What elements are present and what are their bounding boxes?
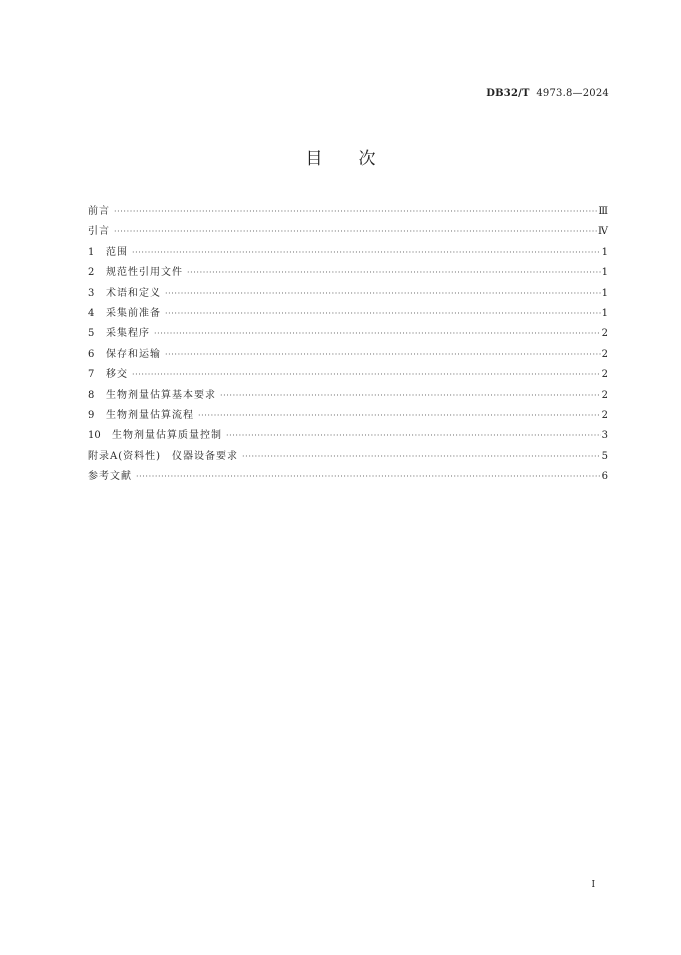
toc-entry-6[interactable] xyxy=(88,345,608,365)
toc-entry-number: 8 xyxy=(88,389,95,401)
table-of-contents xyxy=(88,202,608,487)
toc-entry-page: 3 xyxy=(601,430,608,442)
toc-entry-number: 3 xyxy=(88,287,95,299)
toc-entry-label: 采集前准备 xyxy=(106,307,161,319)
toc-entry-foreword[interactable] xyxy=(88,202,608,222)
toc-leader-dots xyxy=(226,431,601,440)
toc-leader-dots xyxy=(165,350,601,359)
page-title-char-1: 目 xyxy=(305,149,323,169)
toc-entry-3[interactable] xyxy=(88,284,608,304)
toc-entry-number: 7 xyxy=(88,369,95,381)
toc-entry-number: 5 xyxy=(88,328,95,340)
toc-entry-label: 生物剂量估算基本要求 xyxy=(106,389,216,401)
toc-entry-4[interactable] xyxy=(88,304,608,324)
toc-leader-dots xyxy=(242,452,601,461)
toc-entry-number: 10 xyxy=(88,430,101,442)
toc-entry-page: 1 xyxy=(601,267,608,279)
toc-leader-dots xyxy=(132,370,601,379)
toc-entry-references[interactable] xyxy=(88,467,608,487)
toc-leader-dots xyxy=(136,472,601,481)
toc-entry-number: 4 xyxy=(88,307,95,319)
toc-entry-page: 1 xyxy=(601,307,608,319)
toc-entry-introduction[interactable] xyxy=(88,222,608,242)
toc-entry-1[interactable] xyxy=(88,243,608,263)
toc-entry-label: 移交 xyxy=(106,369,128,381)
toc-entry-label: 采集程序 xyxy=(106,328,150,340)
toc-entry-label: 引言 xyxy=(88,226,110,238)
toc-entry-7[interactable] xyxy=(88,365,608,385)
toc-entry-label: 保存和运输 xyxy=(106,348,161,360)
page-title xyxy=(0,144,681,169)
toc-entry-page: 5 xyxy=(601,450,608,462)
toc-leader-dots xyxy=(114,207,597,216)
toc-entry-label: 规范性引用文件 xyxy=(106,267,183,279)
toc-entry-label: 参考文献 xyxy=(88,471,132,483)
toc-entry-10[interactable] xyxy=(88,426,608,446)
document-code-series: 32/T xyxy=(503,88,530,99)
document-code-number: 4973.8—2024 xyxy=(536,88,609,99)
page-title-char-2: 次 xyxy=(358,149,376,169)
toc-entry-page: 2 xyxy=(601,409,608,421)
toc-entry-number: 6 xyxy=(88,348,95,360)
toc-entry-page: Ⅳ xyxy=(598,226,608,238)
toc-entry-page: 2 xyxy=(601,389,608,401)
toc-entry-number: 2 xyxy=(88,267,95,279)
toc-entry-page: Ⅲ xyxy=(598,206,608,217)
document-code xyxy=(486,88,609,99)
toc-leader-dots xyxy=(165,309,601,318)
toc-leader-dots xyxy=(132,248,601,257)
toc-entry-label: 范围 xyxy=(106,246,128,258)
toc-entry-page: 1 xyxy=(601,287,608,299)
toc-entry-page: 2 xyxy=(601,348,608,360)
toc-entry-page: 2 xyxy=(601,328,608,340)
toc-entry-2[interactable] xyxy=(88,263,608,283)
toc-leader-dots xyxy=(165,289,601,298)
toc-leader-dots xyxy=(154,329,601,338)
toc-entry-page: 1 xyxy=(601,246,608,258)
toc-entry-8[interactable] xyxy=(88,386,608,406)
toc-leader-dots xyxy=(187,268,601,277)
toc-entry-appendix-a[interactable] xyxy=(88,447,608,467)
document-code-prefix: DB xyxy=(486,88,504,99)
toc-entry-5[interactable] xyxy=(88,324,608,344)
toc-leader-dots xyxy=(220,391,601,400)
toc-entry-label: 生物剂量估算流程 xyxy=(106,409,194,421)
toc-leader-dots xyxy=(114,227,597,236)
toc-entry-number: 9 xyxy=(88,409,95,421)
toc-entry-9[interactable] xyxy=(88,406,608,426)
toc-entry-label: 生物剂量估算质量控制 xyxy=(112,430,222,442)
toc-entry-page: 6 xyxy=(601,471,608,483)
toc-entry-page: 2 xyxy=(601,369,608,381)
toc-entry-label: 前言 xyxy=(88,206,110,217)
toc-leader-dots xyxy=(198,411,601,420)
toc-entry-number: 1 xyxy=(88,246,95,258)
toc-entry-label: 术语和定义 xyxy=(106,287,161,299)
toc-entry-label: 附录A(资料性) 仪器设备要求 xyxy=(88,450,239,462)
page-number: I xyxy=(591,880,595,890)
